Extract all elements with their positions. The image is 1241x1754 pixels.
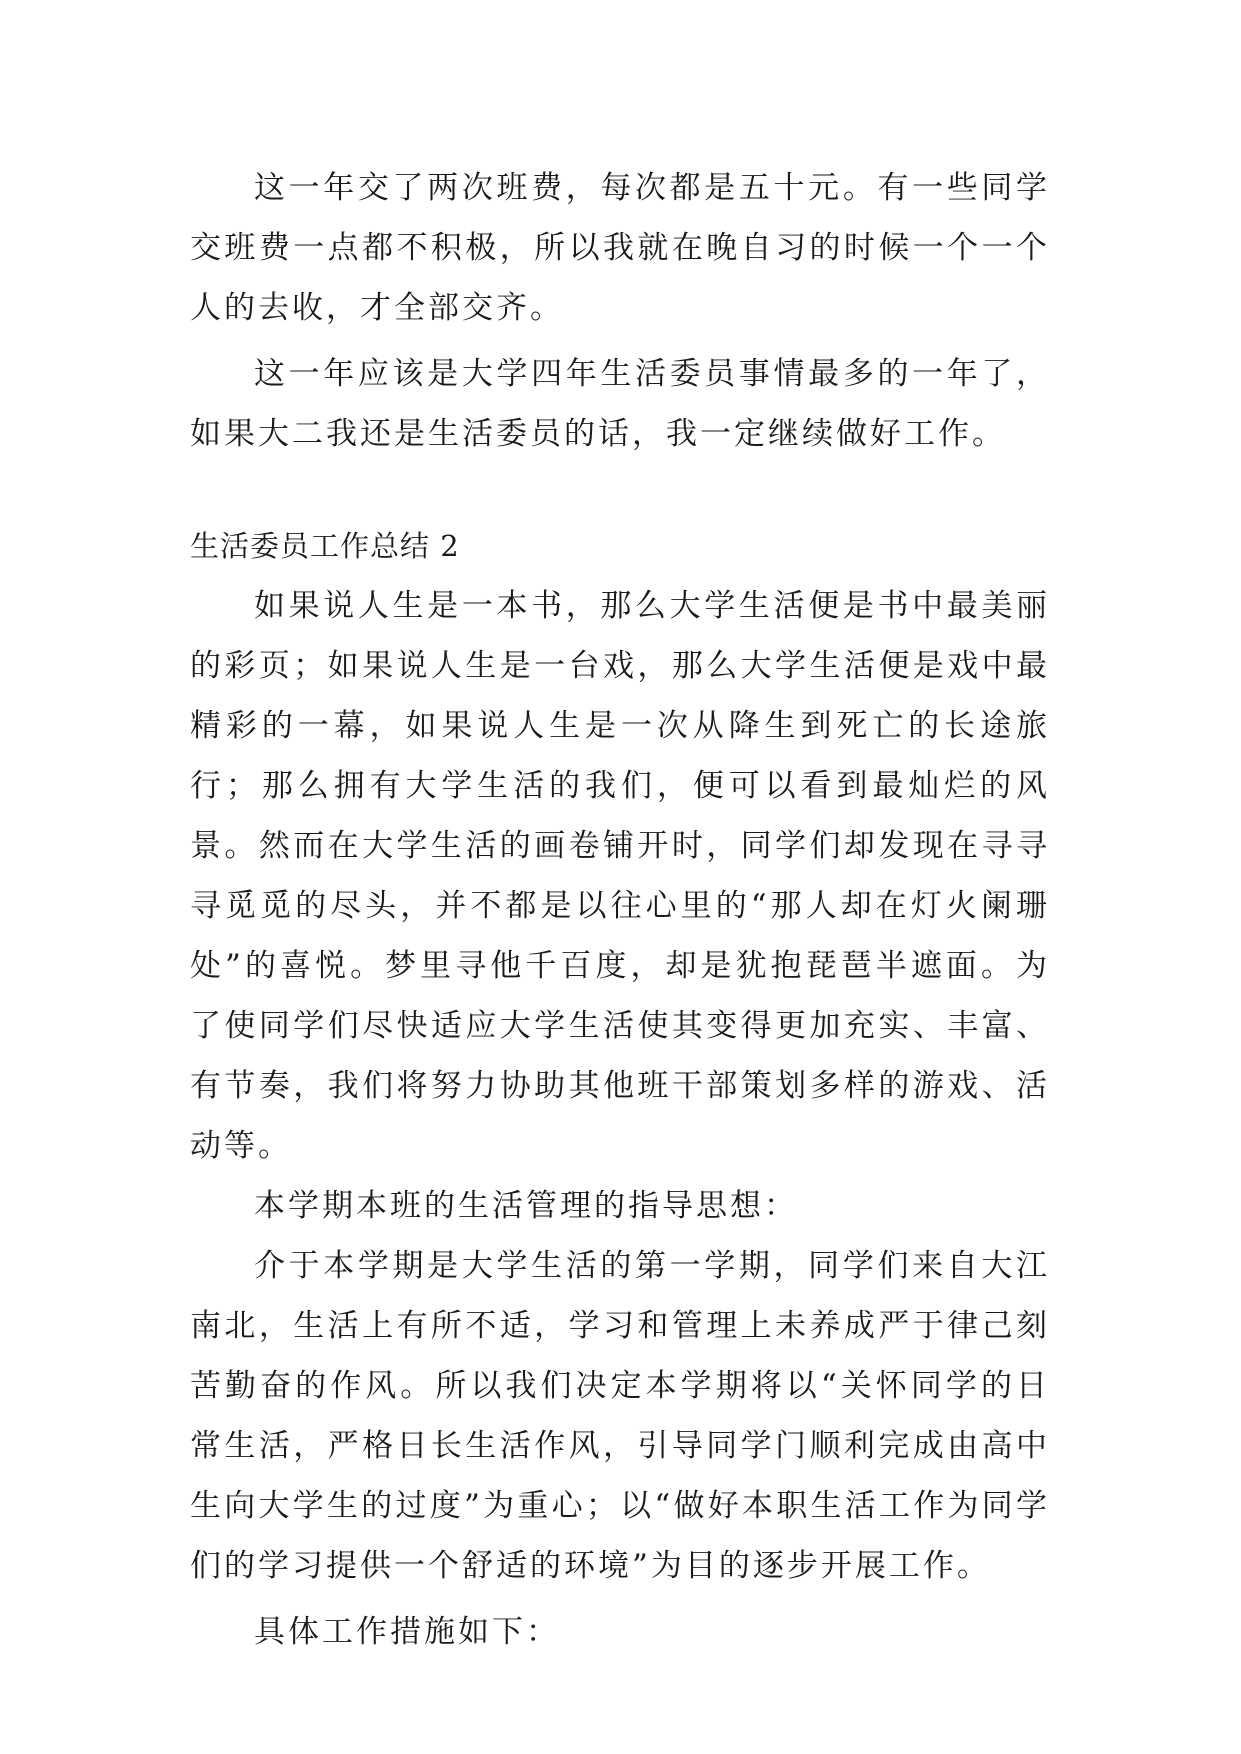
document-page (190, 158, 1050, 1662)
section-title: 生活委员工作总结 2 (190, 529, 460, 563)
paragraph-guiding-thought: 本学期本班的生活管理的指导思想： (254, 1188, 798, 1224)
paragraph-intro: 如果说人生是一本书，那么大学生活便是书中最美丽的彩页；如果说人生是一台戏，那么大学生活便是戏中最精彩的一幕，如果说人生是一次从降生到死亡的长途旅行；那么拥有大学生活的我们，便可以看到最灿烂的风景。然而在大学生活的画卷铺开时，同学们却发现在寻寻寻觅觅的尽头，并不都是以往心里的“那人却在灯火阑珊处”的喜悦。梦里寻他千百度，却是犹抱琵琶半遮面。为了使同学们尽快适应大学生活使其变得更加充实、丰富、有节奏，我们将努力协助其他班干部策划多样的游戏、活动等。 (190, 588, 1050, 1164)
paragraph-year-summary: 这一年应该是大学四年生活委员事情最多的一年了，如果大二我还是生活委员的话，我一定继续做好工作。 (190, 356, 1050, 452)
paragraph-measures: 具体工作措施如下： (254, 1614, 560, 1650)
paragraph-class-fee: 这一年交了两次班费，每次都是五十元。有一些同学交班费一点都不积极，所以我就在晚自习的时候一个一个人的去收，才全部交齐。 (190, 170, 1050, 326)
paragraph-semester-plan: 介于本学期是大学生活的第一学期，同学们来自大江南北，生活上有所不适，学习和管理上未养成严于律己刻苦勤奋的作风。所以我们决定本学期将以“关怀同学的日常生活，严格日长生活作风，引导同学门顺利完成由高中生向大学生的过度”为重心；以“做好本职生活工作为同学们的学习提供一个舒适的环境”为目的逐步开展工作。 (190, 1248, 1050, 1584)
section-spacer (190, 464, 1050, 516)
